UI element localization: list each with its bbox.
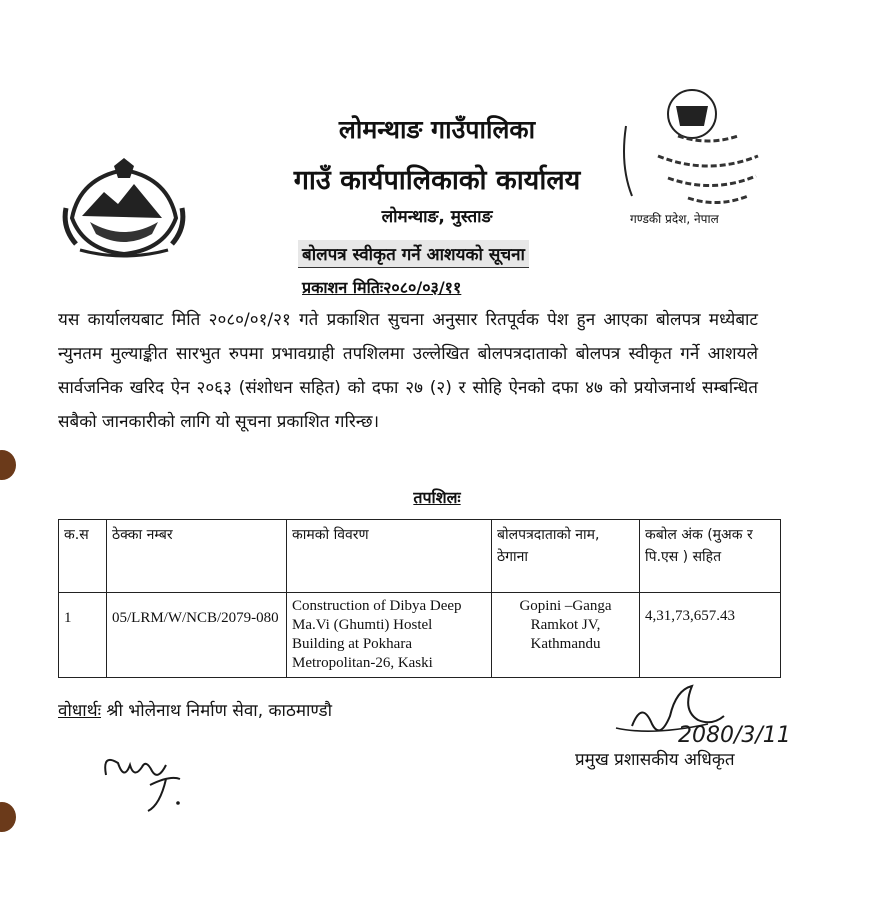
office-seal-icon <box>618 86 766 218</box>
work-description: Construction of Dibya Deep Ma.Vi (Ghumti) Hostel Building at Pokhara Metropolitan-26, Kaski <box>287 593 492 678</box>
column-header: बोलपत्रदाताको नाम, ठेगाना <box>492 520 640 593</box>
bodhartha-label: वोधार्थः <box>58 701 102 721</box>
officer-title: प्रमुख प्रशासकीय अधिकृत <box>575 750 735 770</box>
bodhartha-recipient: श्री भोलेनाथ निर्माण सेवा, काठमाण्डौ <box>101 701 332 721</box>
table-row <box>59 593 781 678</box>
officer-signature-icon <box>612 680 802 750</box>
initials-signature-icon <box>100 745 190 820</box>
seal-address: गण्डकी प्रदेश, नेपाल <box>630 212 719 226</box>
column-header: क.स <box>59 520 107 593</box>
bodhartha-line <box>58 698 332 721</box>
municipality-name: लोमन्थाङ गाउँपालिका <box>338 115 536 144</box>
bidder-name: Gopini –Ganga Ramkot JV, Kathmandu <box>492 593 640 678</box>
office-name: गाउँ कार्यपालिकाको कार्यालय <box>293 165 581 196</box>
bid-amount: 4,31,73,657.43 <box>640 593 781 678</box>
office-address: लोमन्थाङ, मुस्ताङ <box>381 207 493 227</box>
punch-hole <box>0 802 16 832</box>
notice-title: बोलपत्र स्वीकृत गर्ने आशयको सूचना <box>298 240 529 268</box>
column-header: कामको विवरण <box>287 520 492 593</box>
signature-date: 2080/3/11 <box>678 723 791 748</box>
publication-date: प्रकाशन मितिः२०८०/०३/११ <box>302 278 462 297</box>
column-header: ठेक्का नम्बर <box>107 520 287 593</box>
table-header-row <box>59 520 781 593</box>
serial-number: 1 <box>59 593 107 678</box>
punch-hole <box>0 450 16 480</box>
schedule-heading <box>0 486 874 508</box>
schedule-table <box>58 519 781 678</box>
column-header: कबोल अंक (मुअक र पि.एस ) सहित <box>640 520 781 593</box>
contract-number: 05/LRM/W/NCB/2079-080 <box>107 593 287 678</box>
schedule-heading-text: तपशिलः <box>413 488 461 507</box>
notice-body: यस कार्यालयबाट मिति २०८०/०१/२१ गते प्रकाशित सुचना अनुसार रितपूर्वक पेश हुन आएका बोलपत्र मध्येबाट न्युनतम मुल्याङ्कीत सारभुत रुपमा प्रभावग्राही तपशिलमा उल्लेखित बोलपत्रदाताको बोलपत्र स्वीकृत गर्ने आशयले सार्वजनिक खरिद ऐन २०६३ (संशोधन सहित) को दफा २७ (२) र सोहि ऐनको दफा ४७ को प्रयोजनार्थ सम्बन्धित सबैको जानकारीको लागि यो सूचना प्रकाशित गरिन्छ। <box>58 310 758 432</box>
